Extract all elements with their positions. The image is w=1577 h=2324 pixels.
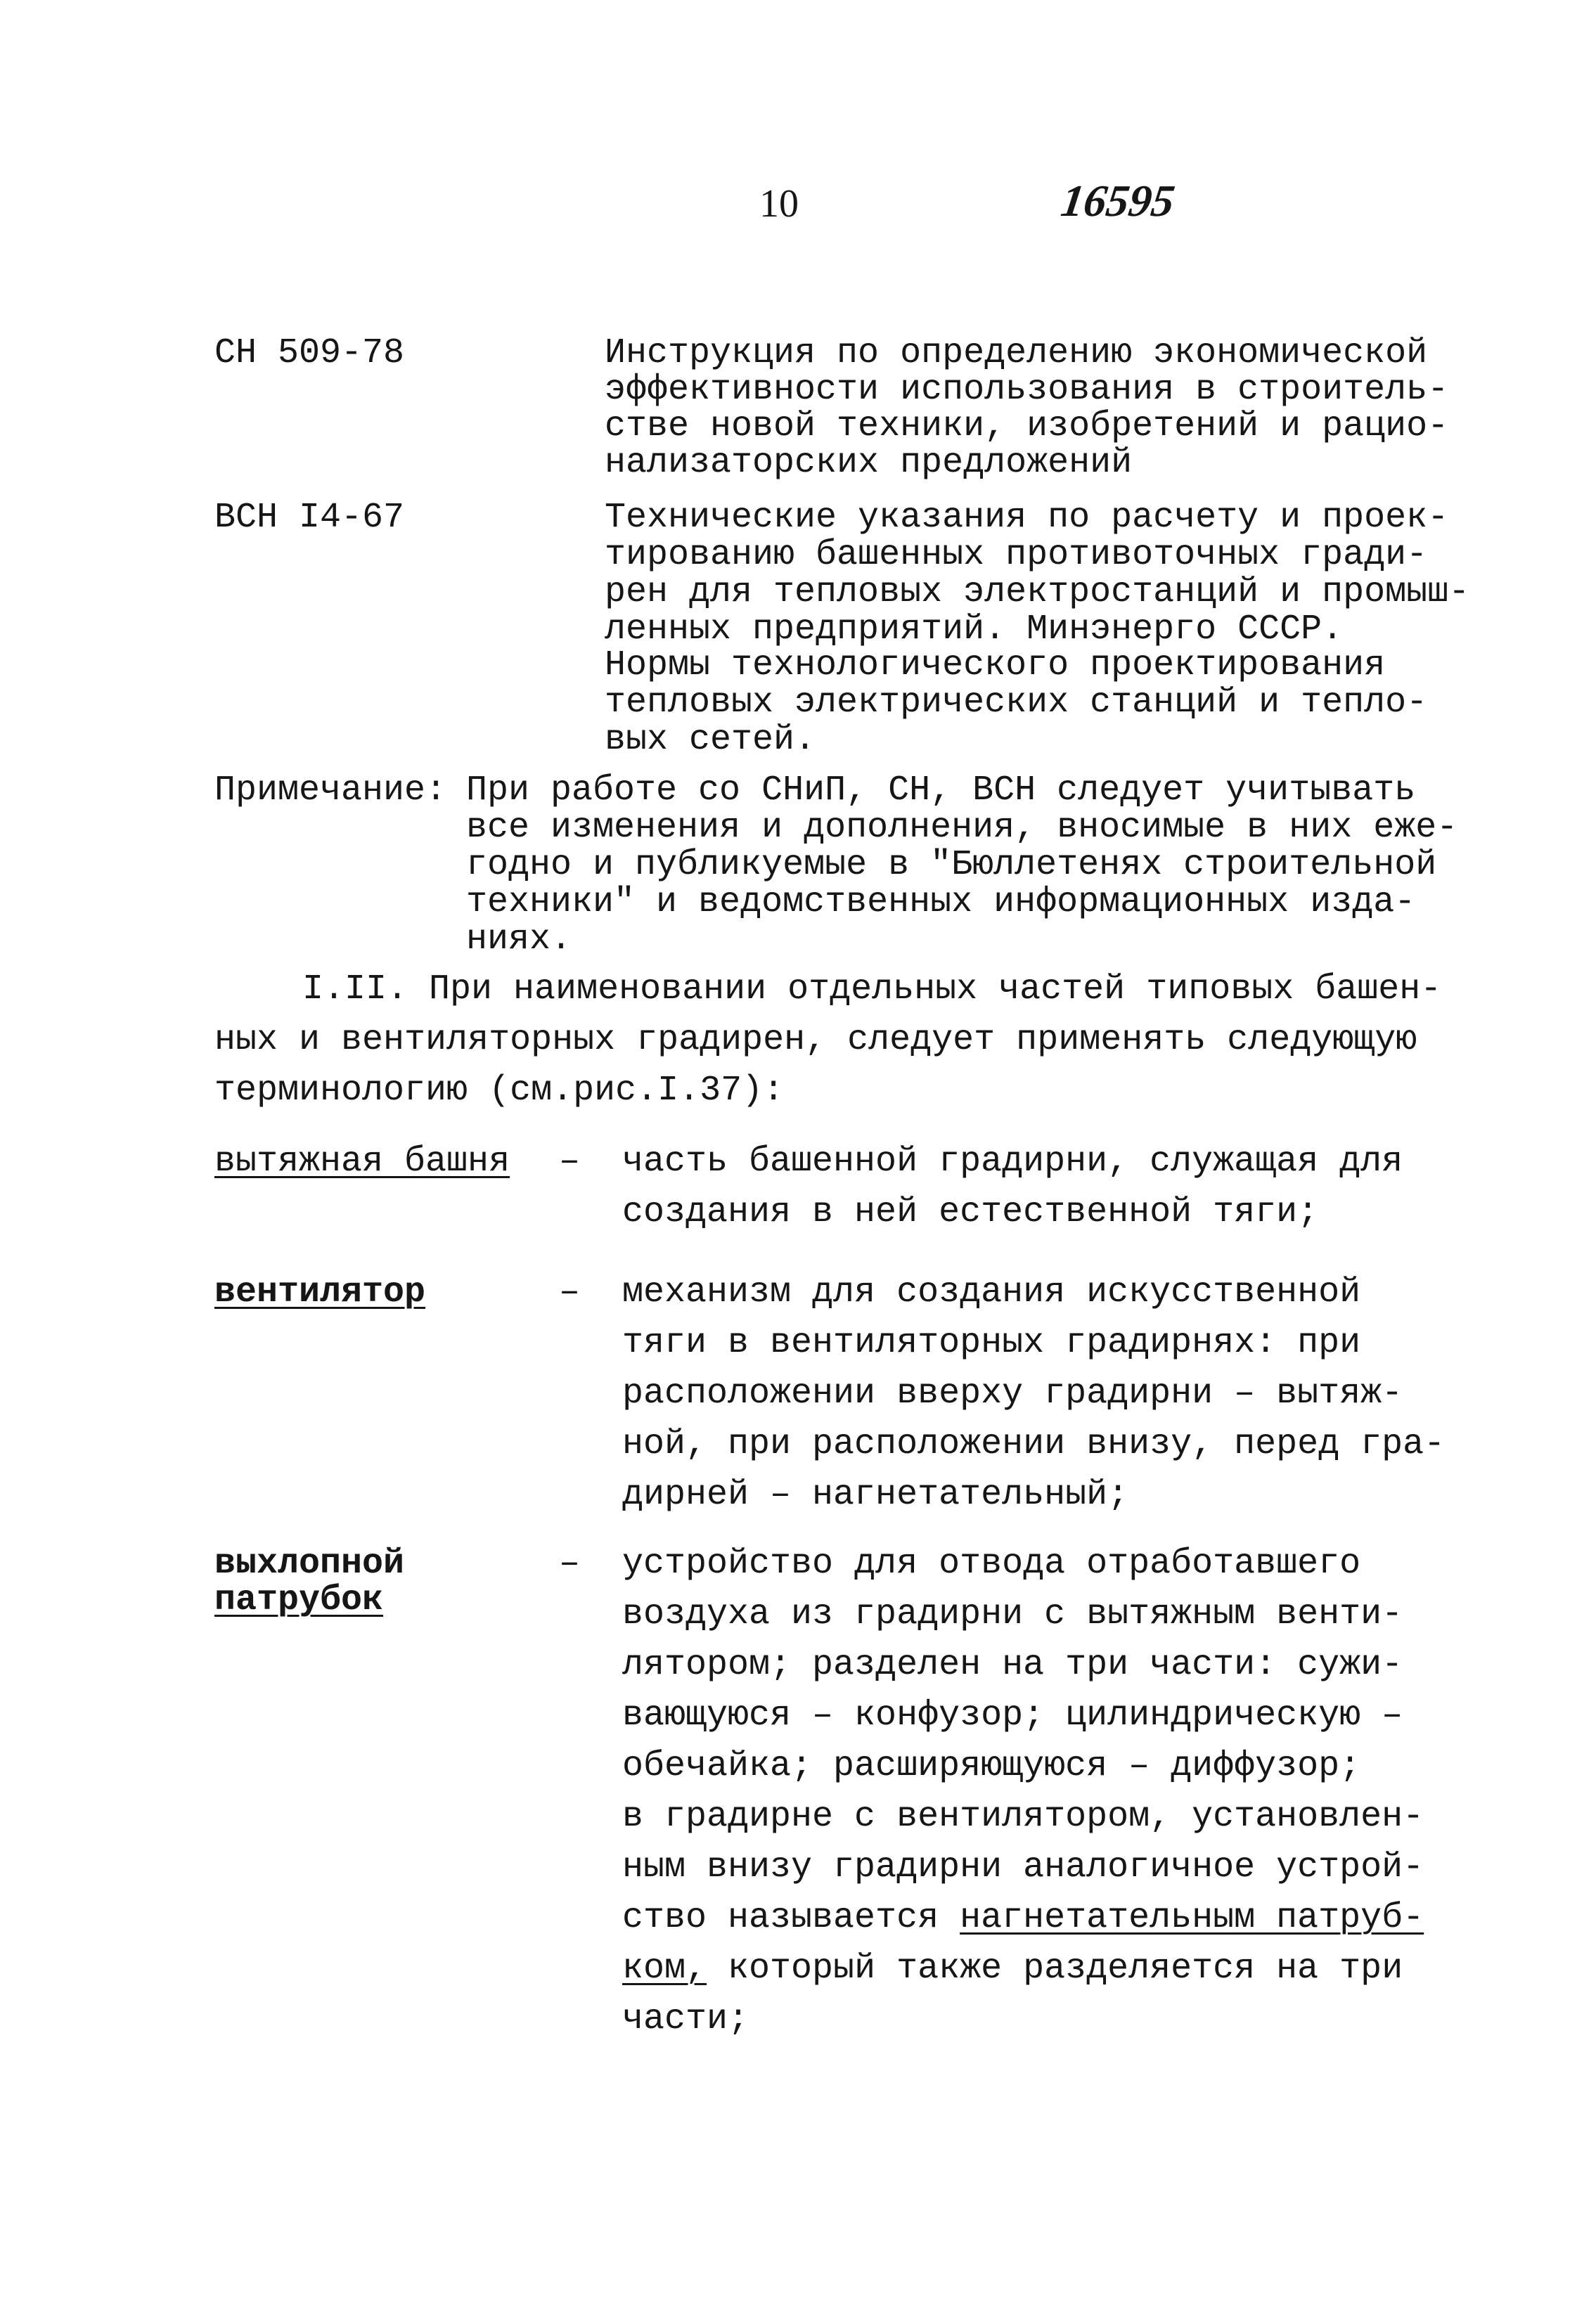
document-number: 16595 [1058, 176, 1178, 226]
reference-line: эффективности использования в строитель- [605, 370, 1449, 410]
reference-code: ВСН I4-67 [214, 498, 405, 538]
inline-term: нагнетательным патруб- [960, 1898, 1424, 1938]
reference-line: Технические указания по расчету и проек- [605, 498, 1449, 538]
note-line: годно и публикуемые в "Бюллетенях строительной [466, 845, 1437, 885]
note-label: Примечание: [214, 770, 447, 811]
reference-line: тированию башенных противоточных гради- [605, 535, 1428, 575]
term-dash: – [559, 1142, 581, 1182]
definition-line [622, 1951, 1424, 2002]
definition-line: ным внизу градирни аналогичное устрой- [622, 1847, 1424, 1887]
term-label: вентилятор [214, 1272, 426, 1312]
reference-line: Нормы технологического проектирования [605, 645, 1386, 685]
note-line: ниях. [466, 919, 572, 960]
term-definition [622, 1272, 1446, 1528]
definition-line: ной, при расположении внизу, перед гра- [622, 1424, 1446, 1464]
paragraph-line: терминологию (см.рис.I.37): [214, 1071, 785, 1111]
term-label [214, 1544, 405, 1620]
reference-line: рен для тепловых электростанций и промыш- [605, 572, 1470, 612]
definition-line: тяги в вентиляторных градирнях: при [622, 1323, 1361, 1363]
term-label: вытяжная башня [214, 1142, 510, 1182]
note-text [466, 770, 1458, 960]
paragraph-line: ных и вентиляторных градирен, следует применять следующую [214, 1020, 1417, 1060]
definition-line: обечайка; расширяющуюся – диффузор; [622, 1746, 1361, 1786]
reference-line: ленных предприятий. Минэнерго СССР. [605, 609, 1344, 650]
definition-line: лятором; разделен на три части: сужи- [622, 1645, 1403, 1685]
definition-line: дирней – нагнетательный; [622, 1475, 1129, 1515]
definition-line: устройство для отвода отработавшего [622, 1544, 1361, 1584]
term-definition [622, 1544, 1424, 2053]
inline-term: ком, [622, 1949, 707, 1989]
definition-line: вающуюся – конфузор; цилиндрическую – [622, 1696, 1403, 1736]
reference-title [605, 498, 1470, 650]
reference-code: СН 509-78 [214, 333, 405, 373]
paragraph-text [214, 969, 1442, 1124]
definition-line [622, 1898, 1424, 1951]
definition-fragment: который также разделяется на три [707, 1949, 1403, 1989]
definition-line: создания в ней естественной тяги; [622, 1192, 1319, 1232]
definition-line: расположении вверху градирни – вытяж- [622, 1374, 1403, 1414]
definition-line: часть башенной градирни, служащая для [622, 1142, 1403, 1182]
definition-line: механизм для создания искусственной [622, 1272, 1361, 1312]
definition-line: в градирне с вентилятором, установлен- [622, 1797, 1424, 1837]
reference-line: стве новой техники, изобретений и рацио- [605, 406, 1449, 446]
term-label-line: выхлопной [214, 1544, 405, 1584]
term-label-line: патрубок [214, 1580, 384, 1620]
term-definition [622, 1144, 1403, 1246]
reference-line: вых сетей. [605, 720, 816, 760]
definition-fragment: ство называется [622, 1898, 939, 1938]
reference-title [605, 333, 1449, 483]
term-dash: – [559, 1272, 581, 1312]
page-number: 10 [759, 182, 799, 226]
reference-title [605, 645, 1428, 760]
definition-line: части; [622, 1999, 749, 2039]
paragraph-line: I.II. При наименовании отдельных частей типовых башен- [302, 969, 1442, 1009]
note-line: При работе со СНиП, СН, ВСН следует учитывать [466, 770, 1416, 811]
reference-line: Инструкция по определению экономической [605, 333, 1428, 373]
term-dash: – [559, 1544, 581, 1584]
note-line: техники" и ведомственных информационных изда- [466, 882, 1416, 922]
note-line: все изменения и дополнения, вносимые в них еже- [466, 808, 1458, 848]
reference-line: нализаторских предложений [605, 443, 1133, 483]
definition-line: воздуха из градирни с вытяжным венти- [622, 1594, 1403, 1634]
reference-line: тепловых электрических станций и тепло- [605, 683, 1428, 723]
